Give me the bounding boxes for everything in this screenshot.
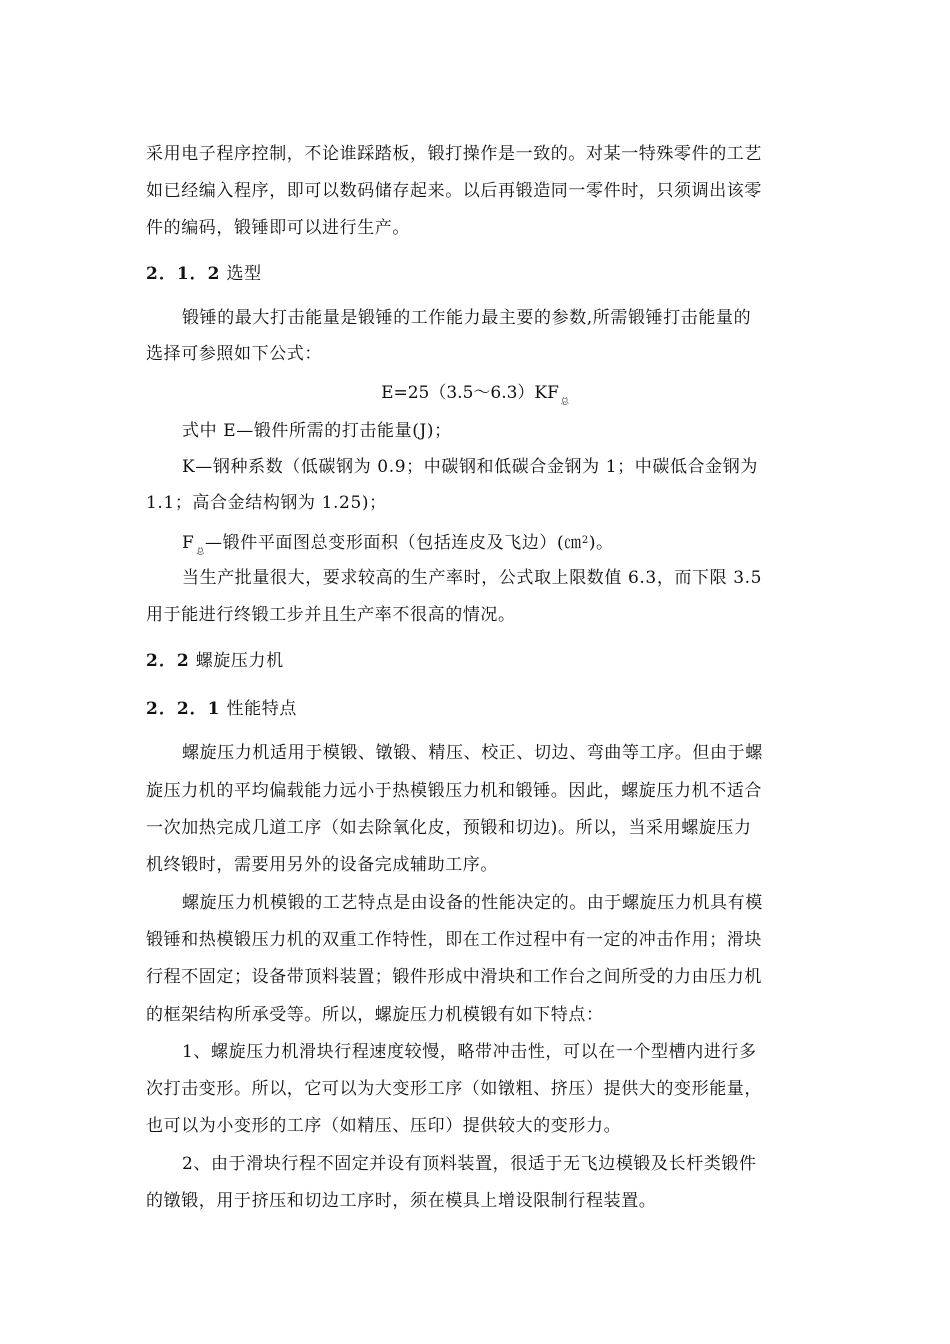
definition-k-line-1: K—钢种系数（低碳钢为 0.9；中碳钢和低碳合金钢为 1；中碳低合金钢为	[182, 457, 758, 477]
section-number: 2．1．2	[146, 264, 221, 284]
definition-f	[182, 530, 808, 563]
paragraph-4-line-4: 机终锻时，需要用另外的设备完成辅助工序。	[146, 855, 498, 875]
item-1-line-1: 1、螺旋压力机滑块行程速度较慢，略带冲击性，可以在一个型槽内进行多	[182, 1042, 757, 1062]
paragraph-5-line-2: 锻锤和热模锻压力机的双重工作特性，即在工作过程中有一定的冲击作用；滑块	[146, 930, 762, 950]
paragraph-2-line-1: 锻锤的最大打击能量是锻锤的工作能力最主要的参数,所需锻锤打击能量的	[182, 308, 752, 328]
paragraph-4-line-1: 螺旋压力机适用于模锻、镦锻、精压、校正、切边、弯曲等工序。但由于螺	[182, 743, 763, 763]
f-text: —锻件平面图总变形面积（包括连皮及飞边）(㎝	[205, 533, 582, 553]
paragraph-2-line-2: 选择可参照如下公式：	[146, 344, 322, 364]
item-2-line-1: 2、由于滑块行程不固定并设有顶料装置，很适于无飞边模锻及长杆类锻件	[182, 1154, 757, 1174]
item-1-line-3: 也可以为小变形的工序（如精压、压印）提供较大的变形力。	[146, 1116, 622, 1136]
definition-e: 式中 E—锻件所需的打击能量(J)；	[182, 421, 452, 441]
paragraph-5-line-4: 的框架结构所承受等。所以，螺旋压力机模锻有如下特点：	[146, 1005, 604, 1025]
f-superscript: 2	[581, 535, 589, 546]
paragraph-3-line-2: 用于能进行终锻工步并且生产率不很高的情况。	[146, 605, 516, 625]
formula-main: E=25（3.5～6.3）KF	[381, 383, 559, 403]
item-2-line-2: 的镦锻，用于挤压和切边工序时，须在模具上增设限制行程装置。	[146, 1191, 657, 1211]
paragraph-5-line-3: 行程不固定；设备带顶料装置；锻件形成中滑块和工作台之间所受的力由压力机	[146, 967, 762, 987]
paragraph-1-line-3: 件的编码，锻锤即可以进行生产。	[146, 218, 410, 238]
section-title: 性能特点	[226, 699, 297, 719]
section-title: 选型	[226, 264, 262, 284]
item-1-line-2: 次打击变形。所以，它可以为大变形工序（如镦粗、挤压）提供大的变形能量，	[146, 1079, 762, 1099]
section-number: 2．2	[146, 651, 190, 671]
paragraph-4-line-3: 一次加热完成几道工序（如去除氧化皮，预锻和切边)。所以，当采用螺旋压力	[146, 818, 752, 838]
formula-subscript: 总	[560, 397, 569, 406]
paragraph-5-line-1: 螺旋压力机模锻的工艺特点是由设备的性能决定的。由于螺旋压力机具有模	[182, 893, 763, 913]
f-letter: F	[182, 533, 195, 553]
f-subscript: 总	[196, 547, 206, 556]
paragraph-1-line-1: 采用电子程序控制，不论谁踩踏板，锻打操作是一致的。对某一特殊零件的工艺	[146, 144, 762, 164]
section-number: 2．2．1	[146, 699, 221, 719]
section-heading-2-1-2	[146, 263, 808, 285]
paragraph-1-line-2: 如已经编入程序，即可以数码储存起来。以后再锻造同一零件时，只须调出该零	[146, 181, 762, 201]
definition-k-line-2: 1.1；高合金结构钢为 1.25)；	[146, 493, 387, 513]
f-end: )。	[588, 533, 614, 553]
section-heading-2-2-1	[146, 698, 808, 720]
section-heading-2-2	[146, 650, 808, 672]
paragraph-3-line-1: 当生产批量很大，要求较高的生产率时，公式取上限数值 6.3，而下限 3.5	[182, 568, 763, 588]
paragraph-4-line-2: 旋压力机的平均偏载能力远小于热模锻压力机和锻锤。因此，螺旋压力机不适合	[146, 781, 762, 801]
section-title: 螺旋压力机	[195, 651, 284, 671]
energy-formula	[0, 382, 950, 413]
